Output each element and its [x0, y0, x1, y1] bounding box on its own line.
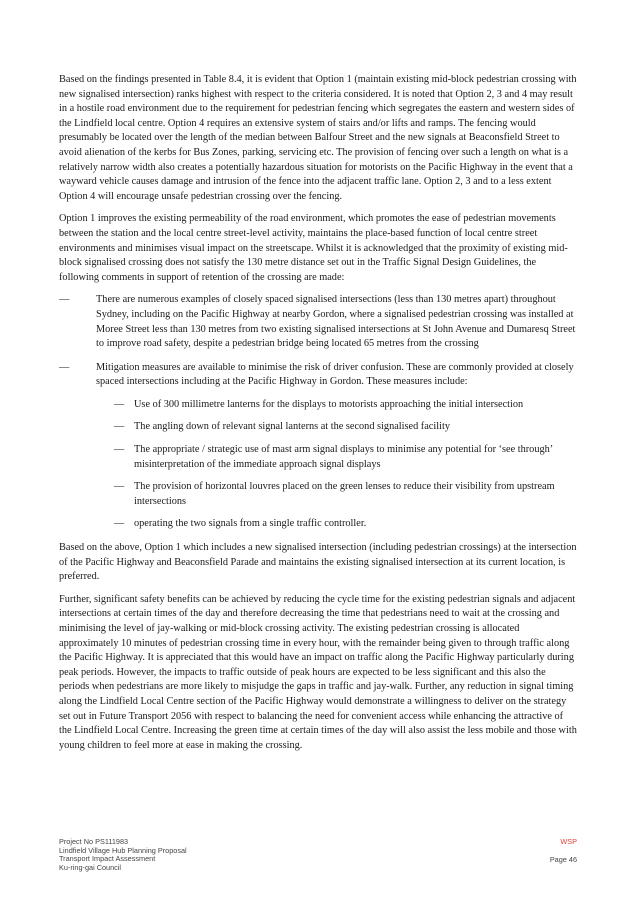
paragraph-conclusion: Based on the above, Option 1 which includes a new signalised intersection (including pedestrian crossings) at the intersection of the Pacific Highway and Beaconsfield Parade and maintains the existing signalised intersection at its current location, is preferred. — [59, 542, 577, 583]
list-item — [96, 420, 577, 435]
list-item — [59, 293, 577, 351]
footer-project-number: Project No PS111983 — [59, 837, 129, 846]
page-number: Page 46 — [549, 854, 577, 864]
dash-bullet: — — [59, 361, 70, 373]
wsp-logo-text: WSP — [560, 837, 577, 846]
mitigation-measures-list — [96, 398, 577, 532]
dash-bullet: — — [114, 481, 125, 493]
list-item — [59, 361, 577, 532]
list-item-text: The appropriate / strategic use of mast arm signal displays to minimise any potential for ‘see through’ misinterpretation of the immediate approach signal displays — [134, 444, 553, 470]
list-item — [96, 398, 577, 413]
body-content — [59, 73, 577, 761]
list-item — [96, 517, 577, 532]
list-item — [96, 443, 577, 472]
list-item-text: operating the two signals from a single traffic controller. — [134, 518, 367, 530]
dash-bullet: — — [114, 518, 125, 530]
list-item-text: Mitigation measures are available to minimise the risk of driver confusion. These are commonly provided at closely spaced intersections including at the Pacific Highway in Gordon. These measures include: — [96, 361, 574, 388]
footer-client: Ku-ring-gai Council — [59, 863, 122, 873]
footer-project-name: Lindfield Village Hub Planning Proposal — [59, 845, 187, 855]
dash-bullet: — — [59, 294, 70, 306]
paragraph-safety-benefits: Further, significant safety benefits can be achieved by reducing the cycle time for the existing pedestrian signals and adjacent intersections at certain times of the day and therefore decreasing the time that pedestrians need to wait at the crossing and minimising the level of jay-walking or mid-block crossing activity. The existing pedestrian crossing is allocated approximately 10 minutes of pedestrian crossing time in every hour, with the remainder being given to through traffic along the Pacific Highway. It is appreciated that this would have an impact on traffic along the Pacific Highway particularly during peak periods. However, the impacts to traffic outside of peak hours are expected to be less significant and this also the periods when pedestrians are more likely to misjudge the gaps in traffic and jay-walk. Further, any reduction in signal timing along the Lindfield Local Centre section of the Pacific Highway would demonstrate a willingness to deliver on the strategy set out in Future Transport 2056 with respect to balancing the need for convenient access while enhancing the attractive of the Lindfield Local Centre. Increasing the green time at certain times of the day will also assist the less mobile and those with young children to feel more at ease in making the crossing. — [59, 593, 577, 751]
list-item-text: There are numerous examples of closely spaced signalised intersections (less than 130 metres apart) throughout Sydney, including on the Pacific Highway at nearby Gordon, where a signalised pedestrian crossing was installed at Moree Street less than 130 metres from two existing signalised intersections at St John Avenue and Dumaresq Street to improve road safety, despite a pedestrian bridge being located 65 metres from the crossing — [96, 294, 576, 350]
footer-brand-area — [550, 838, 577, 864]
dash-bullet: — — [114, 444, 125, 456]
list-item-text: The provision of horizontal louvres placed on the green lenses to reduce their visibility from upstream intersections — [134, 481, 555, 507]
list-item-text: The angling down of relevant signal lanterns at the second signalised facility — [134, 421, 450, 433]
list-item-text: Use of 300 millimetre lanterns for the displays to motorists approaching the initial intersection — [134, 398, 524, 410]
footer-project-info — [59, 838, 187, 873]
dash-bullet: — — [114, 398, 125, 410]
footer-document-type: Transport Impact Assessment — [59, 854, 156, 864]
list-item — [96, 480, 577, 509]
support-comments-list — [59, 293, 577, 532]
dash-bullet: — — [114, 421, 125, 433]
paragraph-option-1-benefits: Option 1 improves the existing permeability of the road environment, which promotes the ease of pedestrian movements between the station and the local centre street-level activity, maintains the place-based function of local centre street environments and minimises visual impact on the streetscape. Whilst it is acknowledged that the proximity of existing mid-block signalised crossing does not satisfy the 130 metre distance set out in the Traffic Signal Design Guidelines, the following comments in support of retention of the crossing are made: — [59, 213, 568, 283]
paragraph-option-findings: Based on the findings presented in Table 8.4, it is evident that Option 1 (maintain existing mid-block pedestrian crossing with new signalised intersection) ranks highest with respect to the criteria considered. It is noted that Option 2, 3 and 4 may result in a hostile road environment due to the requirement for pedestrian fencing which segregates the eastern and western sides of the Lindfield local centre. Option 4 requires an extensive system of stairs and/or lifts and ramps. The fencing would presumably be located over the length of the median between Balfour Street and the new signals at Beaconsfield Street to avoid alienation of the kerbs for Bus Zones, parking, servicing etc. The provision of fencing over such a length on what is a relatively narrow width also creates a potentially hazardous situation for motorists on the Pacific Highway in the event that a wayward vehicle causes damage and intrusion of the fence into the adjacent traffic lane. Option 2, 3 and to a less extent Option 4 will encourage unsafe pedestrian crossing over the fencing. — [59, 74, 577, 202]
